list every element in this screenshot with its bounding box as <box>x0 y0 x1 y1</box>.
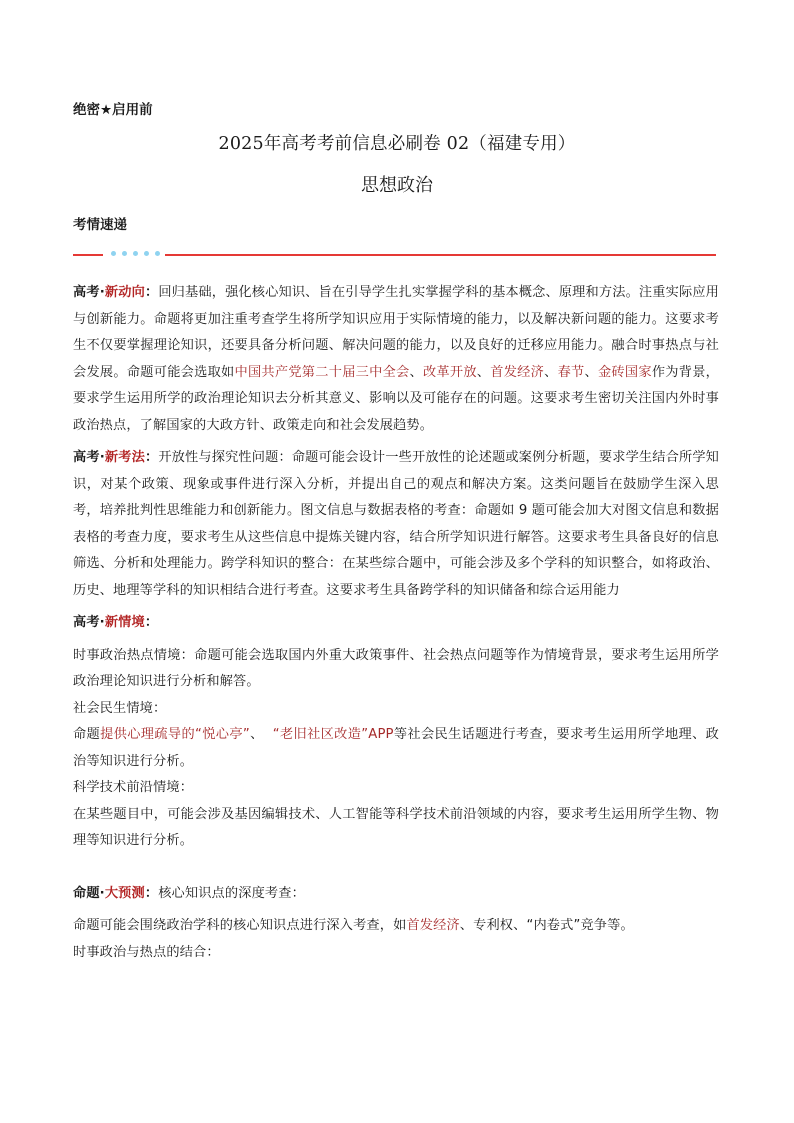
hot-topic: 金砖国家 <box>597 364 652 380</box>
subject-title: 思想政治 <box>361 175 433 196</box>
paragraph-new-direction: 高考·新动向：回归基础，强化核心知识、旨在引导学生扎实掌握学科的基本概念、原理和方法。注重实际应用与创新能力。命题将更加注重考查学生将所学知识应用于实际情境的能力，以及解决新问题的能力。这要求考生不仅要掌握理论知识，还要具备分析问题、解决问题的能力，以及良好的迁移应用能力。融合时事热点与社会发展。命题可能会选取如中国共产党第二十届三中全会、改革开放、首发经济、春节、金砖国家作为背景，要求学生运用所学的政治理论知识去分析其意义、影响以及可能存在的问题。这要求考生密切关注国内外时事政治热点，了解国家的大政方针、政策走向和社会发展趋势。 <box>73 285 720 433</box>
hot-topic: 首发经济 <box>406 918 460 933</box>
section-label: 高考·新考法： <box>73 450 159 465</box>
decorative-divider <box>73 249 716 261</box>
divider-line-right <box>165 254 716 256</box>
paragraph-prediction: 命题·大预测：核心知识点的深度考查： <box>73 885 305 901</box>
hot-topic: 春节 <box>557 364 585 380</box>
paragraph-livelihood-title: 社会民生情境： <box>73 700 167 716</box>
paragraph-new-exam: 高考·新考法：开放性与探究性问题：命题可能会设计一些开放性的论述题或案例分析题，要求学生结合所学知识，对某个政策、现象或事件进行深入分析，并提出自己的观点和解决方案。这类问题旨在鼓励学生深入思考，培养批判性思维能力和创新能力。图文信息与数据表格的考查：命题如 9 题可能会加大对图文信息和数据表格的考查力度，要求考生从这些信息中提炼关键内容，结合所学知识进行解答。这要求考生具备良好的信息筛选、分析和处理能力。跨学科知识的整合：在某些综合题中，可能会涉及多个学科的知识整合，如将政治、历史、地理等学科的知识相结合进行考查。这要求考生具备跨学科的知识储备和综合运用能力 <box>73 450 720 598</box>
paragraph-livelihood: 命题提供心理疏导的“悦心亭”、 “老旧社区改造”APP等社会民生话题进行考查，要求考生运用所学地理、政治等知识进行分析。 <box>73 727 719 769</box>
dot-icon <box>144 251 149 256</box>
hot-topic: “老旧社区改造”APP <box>272 727 394 742</box>
exam-title: 2025年高考考前信息必刷卷 02（福建专用） <box>218 134 576 154</box>
section-label: 高考·新情境： <box>73 615 159 630</box>
hot-topic: 提供心理疏导的“悦心亭” <box>100 727 250 742</box>
divider-line-left <box>73 254 103 256</box>
confidential-label: 绝密★启用前 <box>73 102 153 118</box>
divider-dots <box>111 251 160 256</box>
section-heading: 考情速递 <box>73 217 127 233</box>
hot-topic: 首发经济 <box>490 364 545 380</box>
paragraph-tech-title: 科学技术前沿情境： <box>73 780 194 795</box>
dot-icon <box>111 251 116 256</box>
section-label: 高考·新动向： <box>73 285 159 300</box>
dot-icon <box>133 251 138 256</box>
dot-icon <box>122 251 127 256</box>
document-body <box>73 280 719 966</box>
hot-topic: 改革开放 <box>422 364 477 380</box>
paragraph-new-context-label <box>73 610 719 637</box>
section-label: 命题·大预测： <box>73 885 159 901</box>
paragraph-current-affairs: 时事政治热点情境：命题可能会选取国内外重大政策事件、社会热点问题等作为情境背景，要求考生运用所学政治理论知识进行分析和解答。 <box>73 647 719 689</box>
hot-topic: 中国共产党第二十届三中全会 <box>234 364 410 380</box>
paragraph-current-combo: 时事政治与热点的结合： <box>73 944 220 960</box>
dot-icon <box>155 251 160 256</box>
paragraph-tech: 在某些题目中，可能会涉及基因编辑技术、人工智能等科学技术前沿领域的内容，要求考生运用所学生物、物理等知识进行分析。 <box>73 806 719 848</box>
paragraph-core-knowledge: 命题可能会围绕政治学科的核心知识点进行深入考查，如首发经济、专利权、“内卷式”竞争等。 <box>73 918 634 933</box>
